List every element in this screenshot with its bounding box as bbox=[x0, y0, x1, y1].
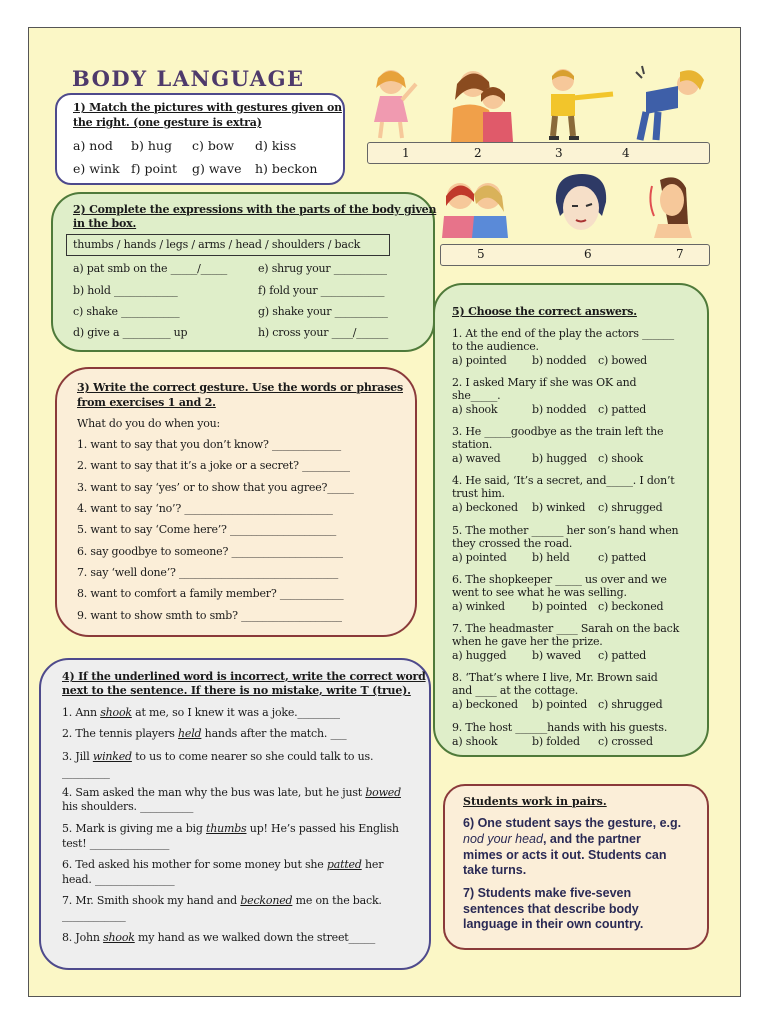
picture-number-7: 7 bbox=[676, 247, 684, 261]
underlined-word: beckoned bbox=[240, 894, 293, 907]
ex5-question-6-line-2: went to see what he was selling. bbox=[452, 586, 627, 599]
ex5-question-6: 6. The shopkeeper _____ us over and we bbox=[452, 573, 667, 586]
ex5-option: a) shook bbox=[452, 403, 498, 416]
ex2-item-f: f) fold your ____________ bbox=[258, 284, 385, 297]
picture-4-bow bbox=[628, 64, 712, 142]
exercise-5-heading: 5) Choose the correct answers. bbox=[452, 305, 637, 318]
ex3-item-6: 6. say goodbye to someone? _____________________ bbox=[77, 545, 343, 558]
picture-3-point-boy bbox=[537, 64, 619, 142]
ex4-item-4-line-2: his shoulders. __________ bbox=[62, 800, 194, 813]
exercise-3-heading-2: from exercises 1 and 2. bbox=[77, 396, 216, 409]
gesture-a: a) nod bbox=[73, 138, 113, 153]
picture-number-4: 4 bbox=[622, 146, 630, 160]
ex5-option: c) crossed bbox=[598, 735, 653, 748]
ex7-line-3: language in their own country. bbox=[463, 917, 644, 931]
ex5-option: c) shook bbox=[598, 452, 643, 465]
exercise-3-heading: 3) Write the correct gesture. Use the words or phrases bbox=[77, 381, 403, 394]
ex5-question-8: 8. ‘That’s where I live, Mr. Brown said bbox=[452, 671, 658, 684]
ex3-item-2: 2. want to say that it’s a joke or a secret? _________ bbox=[77, 459, 350, 472]
ex6-line-3: mimes or acts it out. Students can bbox=[463, 848, 667, 862]
ex3-item-3: 3. want to say ‘yes’ or to show that you agree?_____ bbox=[77, 481, 354, 494]
picture-number-3: 3 bbox=[555, 146, 563, 160]
underlined-word: shook bbox=[103, 931, 135, 944]
ex5-option: c) patted bbox=[598, 649, 647, 662]
ex5-question-9: 9. The host ______hands with his guests. bbox=[452, 721, 668, 734]
ex3-item-1: 1. want to say that you don’t know? _____________ bbox=[77, 438, 341, 451]
ex5-option: c) patted bbox=[598, 403, 647, 416]
ex4-item-6-line-2: head. _______________ bbox=[62, 873, 175, 886]
ex5-option: a) shook bbox=[452, 735, 498, 748]
gesture-d: d) kiss bbox=[255, 138, 297, 153]
ex5-option: c) patted bbox=[598, 551, 647, 564]
ex5-question-1: 1. At the end of the play the actors ______ bbox=[452, 327, 674, 340]
picture-6-wink bbox=[550, 172, 612, 238]
ex2-item-g: g) shake your __________ bbox=[258, 305, 388, 318]
ex7-line-2: sentences that describe body bbox=[463, 902, 639, 916]
ex5-option: a) hugged bbox=[452, 649, 507, 662]
ex5-option: b) waved bbox=[532, 649, 581, 662]
ex3-item-4: 4. want to say ‘no’? ____________________________ bbox=[77, 502, 333, 515]
ex5-option: c) bowed bbox=[598, 354, 647, 367]
ex5-question-1-line-2: to the audience. bbox=[452, 340, 539, 353]
ex5-option: b) hugged bbox=[532, 452, 587, 465]
ex3-item-7: 7. say ‘well done’? ______________________________ bbox=[77, 566, 339, 579]
exercise-1-heading: 1) Match the pictures with gestures given on bbox=[73, 101, 342, 114]
ex3-item-8: 8. want to comfort a family member? ____________ bbox=[77, 587, 344, 600]
exercise-4-box bbox=[39, 658, 431, 970]
page-title: BODY LANGUAGE bbox=[72, 66, 305, 91]
exercise-4-heading: 4) If the underlined word is incorrect, write the correct word bbox=[62, 670, 426, 683]
picture-number-5: 5 bbox=[477, 247, 485, 261]
ex5-option: c) shrugged bbox=[598, 501, 663, 514]
exercise-3-intro: What do you do when you: bbox=[77, 417, 221, 430]
ex5-option: b) folded bbox=[532, 735, 580, 748]
ex5-option: a) beckoned bbox=[452, 698, 518, 711]
ex4-item-3: 3. Jill winked to us to come nearer so she could talk to us. bbox=[62, 750, 374, 763]
ex5-question-5: 5. The mother ______ her son’s hand when bbox=[452, 524, 679, 537]
picture-numbers-top bbox=[367, 142, 710, 164]
ex3-item-9: 9. want to show smth to smb? ___________________ bbox=[77, 609, 342, 622]
ex4-item-8: 8. John shook my hand as we walked down the street_____ bbox=[62, 931, 376, 944]
underlined-word: patted bbox=[326, 858, 362, 871]
exercise-2-heading: 2) Complete the expressions with the parts of the body given bbox=[73, 203, 437, 216]
ex6-line-2: nod your head, and the partner bbox=[463, 832, 641, 846]
picture-5-kiss bbox=[434, 172, 516, 238]
gesture-g: g) wave bbox=[192, 161, 242, 176]
ex4-item-7: 7. Mr. Smith shook my hand and beckoned me on the back. bbox=[62, 894, 382, 907]
picture-2-hug bbox=[443, 64, 525, 142]
gesture-b: b) hug bbox=[131, 138, 172, 153]
ex7-line-1: 7) Students make five-seven bbox=[463, 886, 632, 900]
underlined-word: bowed bbox=[365, 786, 401, 799]
ex5-option: a) beckoned bbox=[452, 501, 518, 514]
ex2-item-b: b) hold ____________ bbox=[73, 284, 178, 297]
ex5-question-7: 7. The headmaster ____ Sarah on the back bbox=[452, 622, 680, 635]
pairs-heading: Students work in pairs. bbox=[463, 795, 607, 808]
ex5-option: c) shrugged bbox=[598, 698, 663, 711]
ex2-item-a: a) pat smb on the _____/_____ bbox=[73, 262, 228, 275]
picture-1-wave-girl bbox=[360, 64, 422, 142]
ex4-item-7-line-2: ____________ bbox=[62, 909, 126, 922]
ex5-option: b) nodded bbox=[532, 354, 587, 367]
ex5-option: a) winked bbox=[452, 600, 505, 613]
ex2-item-c: c) shake ___________ bbox=[73, 305, 180, 318]
ex6-line-1: 6) One student says the gesture, e.g. bbox=[463, 816, 682, 830]
underlined-word: thumbs bbox=[206, 822, 247, 835]
ex4-item-5: 5. Mark is giving me a big thumbs up! He’s passed his English bbox=[62, 822, 399, 835]
word-box-text: thumbs / hands / legs / arms / head / shoulders / back bbox=[73, 238, 361, 251]
ex5-question-4-line-2: trust him. bbox=[452, 487, 505, 500]
underlined-word: winked bbox=[92, 750, 132, 763]
picture-number-6: 6 bbox=[584, 247, 592, 261]
ex5-question-3-line-2: station. bbox=[452, 438, 493, 451]
gesture-h: h) beckon bbox=[255, 161, 318, 176]
ex2-item-e: e) shrug your __________ bbox=[258, 262, 387, 275]
ex5-option: b) held bbox=[532, 551, 570, 564]
ex5-question-5-line-2: they crossed the road. bbox=[452, 537, 573, 550]
ex5-option: b) pointed bbox=[532, 698, 588, 711]
ex6-line-4: take turns. bbox=[463, 863, 527, 877]
ex3-item-5: 5. want to say ‘Come here’? ____________________ bbox=[77, 523, 337, 536]
ex5-option: c) beckoned bbox=[598, 600, 664, 613]
exercise-2-heading-2: in the box. bbox=[73, 217, 137, 230]
ex4-item-1: 1. Ann shook at me, so I knew it was a joke.________ bbox=[62, 706, 340, 719]
ex5-option: b) pointed bbox=[532, 600, 588, 613]
exercise-1-heading-2: the right. (one gesture is extra) bbox=[73, 116, 262, 129]
ex4-item-4: 4. Sam asked the man why the bus was late, but he just bowed bbox=[62, 786, 401, 799]
underlined-word: shook bbox=[100, 706, 132, 719]
gesture-f: f) point bbox=[131, 161, 178, 176]
ex2-item-d: d) give a _________ up bbox=[73, 326, 188, 339]
ex5-question-8-line-2: and ____ at the cottage. bbox=[452, 684, 579, 697]
ex4-item-6: 6. Ted asked his mother for some money but she patted her bbox=[62, 858, 384, 871]
ex5-question-3: 3. He _____goodbye as the train left the bbox=[452, 425, 664, 438]
underlined-word: held bbox=[178, 727, 202, 740]
ex4-item-5-line-2: test! _______________ bbox=[62, 837, 170, 850]
ex5-question-2: 2. I asked Mary if she was OK and bbox=[452, 376, 637, 389]
picture-number-2: 2 bbox=[474, 146, 482, 160]
ex5-option: b) nodded bbox=[532, 403, 587, 416]
gesture-c: c) bow bbox=[192, 138, 235, 153]
ex5-option: a) pointed bbox=[452, 551, 507, 564]
exercise-4-heading-2: next to the sentence. If there is no mistake, write T (true). bbox=[62, 684, 411, 697]
ex5-option: b) winked bbox=[532, 501, 586, 514]
ex4-item-2: 2. The tennis players held hands after the match. ___ bbox=[62, 727, 347, 740]
ex5-question-4: 4. He said, ‘It’s a secret, and_____. I don’t bbox=[452, 474, 675, 487]
ex4-item-3-line-2: _________ bbox=[62, 766, 110, 779]
ex5-question-2-line-2: she_____. bbox=[452, 389, 501, 402]
ex5-option: a) pointed bbox=[452, 354, 507, 367]
gesture-e: e) wink bbox=[73, 161, 120, 176]
ex5-question-7-line-2: when he gave her the prize. bbox=[452, 635, 603, 648]
ex2-item-h: h) cross your ____/______ bbox=[258, 326, 389, 339]
picture-number-1: 1 bbox=[402, 146, 410, 160]
ex5-option: a) waved bbox=[452, 452, 501, 465]
picture-7-shrug bbox=[638, 172, 702, 238]
